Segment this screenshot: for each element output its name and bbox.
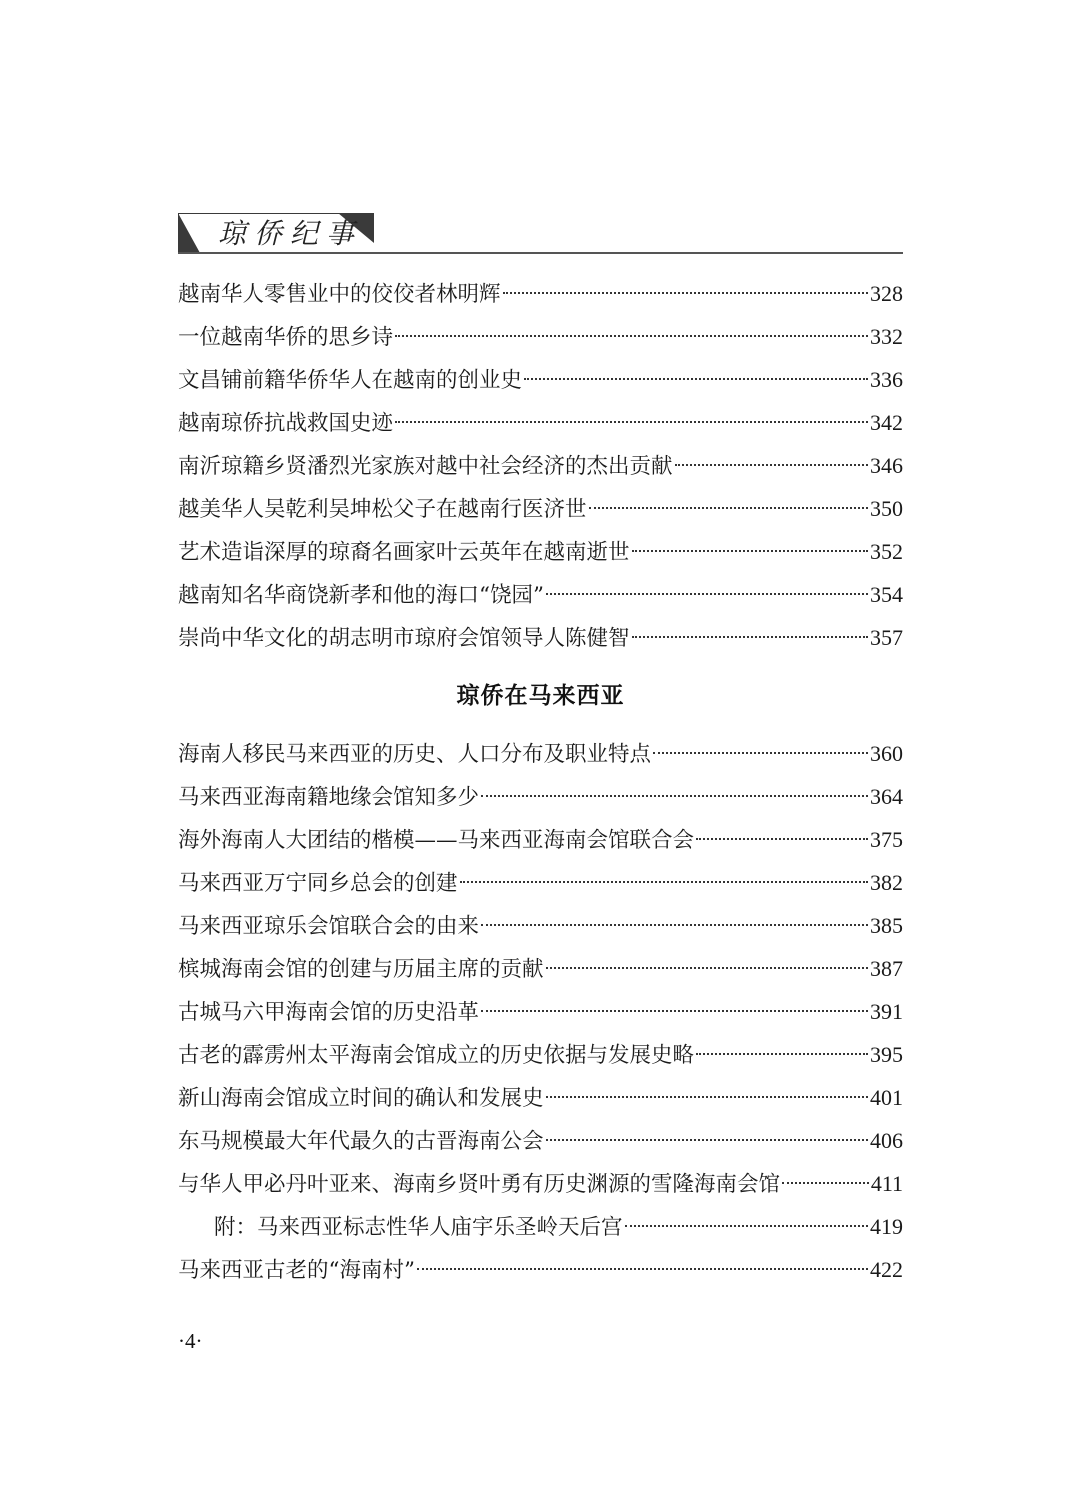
- toc-entry-page-number: 332: [870, 324, 903, 349]
- toc-dot-leader: [696, 838, 868, 840]
- toc-entry: [178, 358, 903, 401]
- toc-entry: [178, 1162, 903, 1205]
- header-rule: [178, 252, 903, 254]
- toc-dot-leader: [625, 1225, 868, 1227]
- toc-list-malaysia: [178, 732, 903, 1291]
- toc-entry: [178, 1205, 903, 1248]
- section-heading: 琼侨在马来西亚: [456, 683, 625, 709]
- toc-dot-leader: [395, 421, 868, 423]
- toc-entry-page-number: 350: [870, 496, 903, 521]
- toc-entry: [178, 732, 903, 775]
- toc-entry: [178, 775, 903, 818]
- toc-entry: [178, 1248, 903, 1291]
- toc-entry-title: 一位越南华侨的思乡诗: [178, 325, 394, 350]
- toc-entry-title: 海南人移民马来西亚的历史、人口分布及职业特点: [178, 742, 652, 767]
- toc-entry-page-number: 352: [870, 539, 903, 564]
- toc-dot-leader: [782, 1182, 869, 1184]
- toc-dot-leader: [481, 924, 868, 926]
- toc-entry: [178, 530, 903, 573]
- toc-dot-leader: [546, 593, 868, 595]
- toc-entry-title: 古城马六甲海南会馆的历史沿革: [178, 1000, 480, 1025]
- toc-entry-title: 东马规模最大年代最久的古晋海南公会: [178, 1129, 544, 1154]
- toc-entry-page-number: 387: [870, 956, 903, 981]
- toc-entry-page-number: 364: [870, 784, 903, 809]
- toc-entry-title: 与华人甲必丹叶亚来、海南乡贤叶勇有历史渊源的雪隆海南会馆: [178, 1172, 781, 1197]
- toc-entry-title: 艺术造诣深厚的琼裔名画家叶云英年在越南逝世: [178, 540, 630, 565]
- toc-entry-page-number: 342: [870, 410, 903, 435]
- page-number: ·4·: [178, 1329, 203, 1353]
- toc-entry-title: 古老的霹雳州太平海南会馆成立的历史依据与发展史略: [178, 1043, 695, 1068]
- toc-entry: [178, 1033, 903, 1076]
- toc-dot-leader: [546, 1139, 868, 1141]
- toc-entry: [178, 444, 903, 487]
- toc-entry: [178, 904, 903, 947]
- toc-entry-page-number: 357: [870, 625, 903, 650]
- toc-dot-leader: [696, 1053, 868, 1055]
- toc-dot-leader: [417, 1268, 868, 1270]
- toc-entry-page-number: 391: [870, 999, 903, 1024]
- toc-entry-title: 崇尚中华文化的胡志明市琼府会馆领导人陈健智: [178, 626, 630, 651]
- toc-entry: [178, 573, 903, 616]
- toc-dot-leader: [632, 636, 868, 638]
- toc-dot-leader: [481, 1010, 868, 1012]
- toc-entry: [178, 272, 903, 315]
- toc-dot-leader: [524, 378, 868, 380]
- running-header-title: 琼侨纪事: [218, 217, 363, 250]
- toc-entry: [178, 818, 903, 861]
- toc-entry-page-number: 336: [870, 367, 903, 392]
- toc-entry-title: 新山海南会馆成立时间的确认和发展史: [178, 1086, 544, 1111]
- toc-entry-title: 文昌铺前籍华侨华人在越南的创业史: [178, 368, 523, 393]
- toc-entry-title: 槟城海南会馆的创建与历届主席的贡献: [178, 957, 544, 982]
- toc-dot-leader: [546, 1096, 868, 1098]
- toc-entry-title: 马来西亚海南籍地缘会馆知多少: [178, 785, 480, 810]
- toc-entry-title: 越南知名华商饶新孝和他的海口“饶园”: [178, 583, 544, 608]
- toc-entry-page-number: 401: [870, 1085, 903, 1110]
- toc-entry: [178, 616, 903, 659]
- toc-entry-page-number: 422: [870, 1257, 903, 1282]
- toc-entry-page-number: 385: [870, 913, 903, 938]
- toc-dot-leader: [589, 507, 868, 509]
- toc-dot-leader: [632, 550, 868, 552]
- toc-entry-title: 马来西亚万宁同乡总会的创建: [178, 871, 458, 896]
- toc-entry: [178, 990, 903, 1033]
- toc-entry-title: 附：马来西亚标志性华人庙宇乐圣岭天后宫: [214, 1215, 623, 1240]
- toc-entry-title: 马来西亚琼乐会馆联合会的由来: [178, 914, 480, 939]
- toc-entry-title: 马来西亚古老的“海南村”: [178, 1258, 415, 1283]
- toc-entry-page-number: 328: [870, 281, 903, 306]
- toc-entry-page-number: 419: [870, 1214, 903, 1239]
- toc-entry-page-number: 382: [870, 870, 903, 895]
- toc-entry-page-number: 346: [870, 453, 903, 478]
- toc-entry-page-number: 395: [870, 1042, 903, 1067]
- toc-list-vietnam: [178, 272, 903, 659]
- toc-dot-leader: [460, 881, 868, 883]
- toc-entry-title: 越南琼侨抗战救国史迹: [178, 411, 394, 436]
- toc-entry: [178, 487, 903, 530]
- toc-entry-title: 越美华人吴乾利吴坤松父子在越南行医济世: [178, 497, 587, 522]
- toc-entry-title: 海外海南人大团结的楷模——马来西亚海南会馆联合会: [178, 828, 695, 853]
- toc-entry-page-number: 354: [870, 582, 903, 607]
- toc-entry-page-number: 406: [870, 1128, 903, 1153]
- toc-entry-page-number: 375: [870, 827, 903, 852]
- toc-dot-leader: [481, 795, 868, 797]
- toc-entry: [178, 401, 903, 444]
- toc-dot-leader: [675, 464, 868, 466]
- toc-entry-title: 南沂琼籍乡贤潘烈光家族对越中社会经济的杰出贡献: [178, 454, 673, 479]
- toc-entry-page-number: 411: [870, 1171, 903, 1196]
- toc-dot-leader: [546, 967, 868, 969]
- toc-entry-page-number: 360: [870, 741, 903, 766]
- toc-entry: [178, 315, 903, 358]
- toc-dot-leader: [503, 292, 868, 294]
- toc-entry-title: 越南华人零售业中的佼佼者林明辉: [178, 282, 501, 307]
- toc-entry: [178, 1119, 903, 1162]
- toc-entry: [178, 1076, 903, 1119]
- toc-entry: [178, 861, 903, 904]
- toc-dot-leader: [395, 335, 868, 337]
- toc-entry: [178, 947, 903, 990]
- toc-dot-leader: [653, 752, 868, 754]
